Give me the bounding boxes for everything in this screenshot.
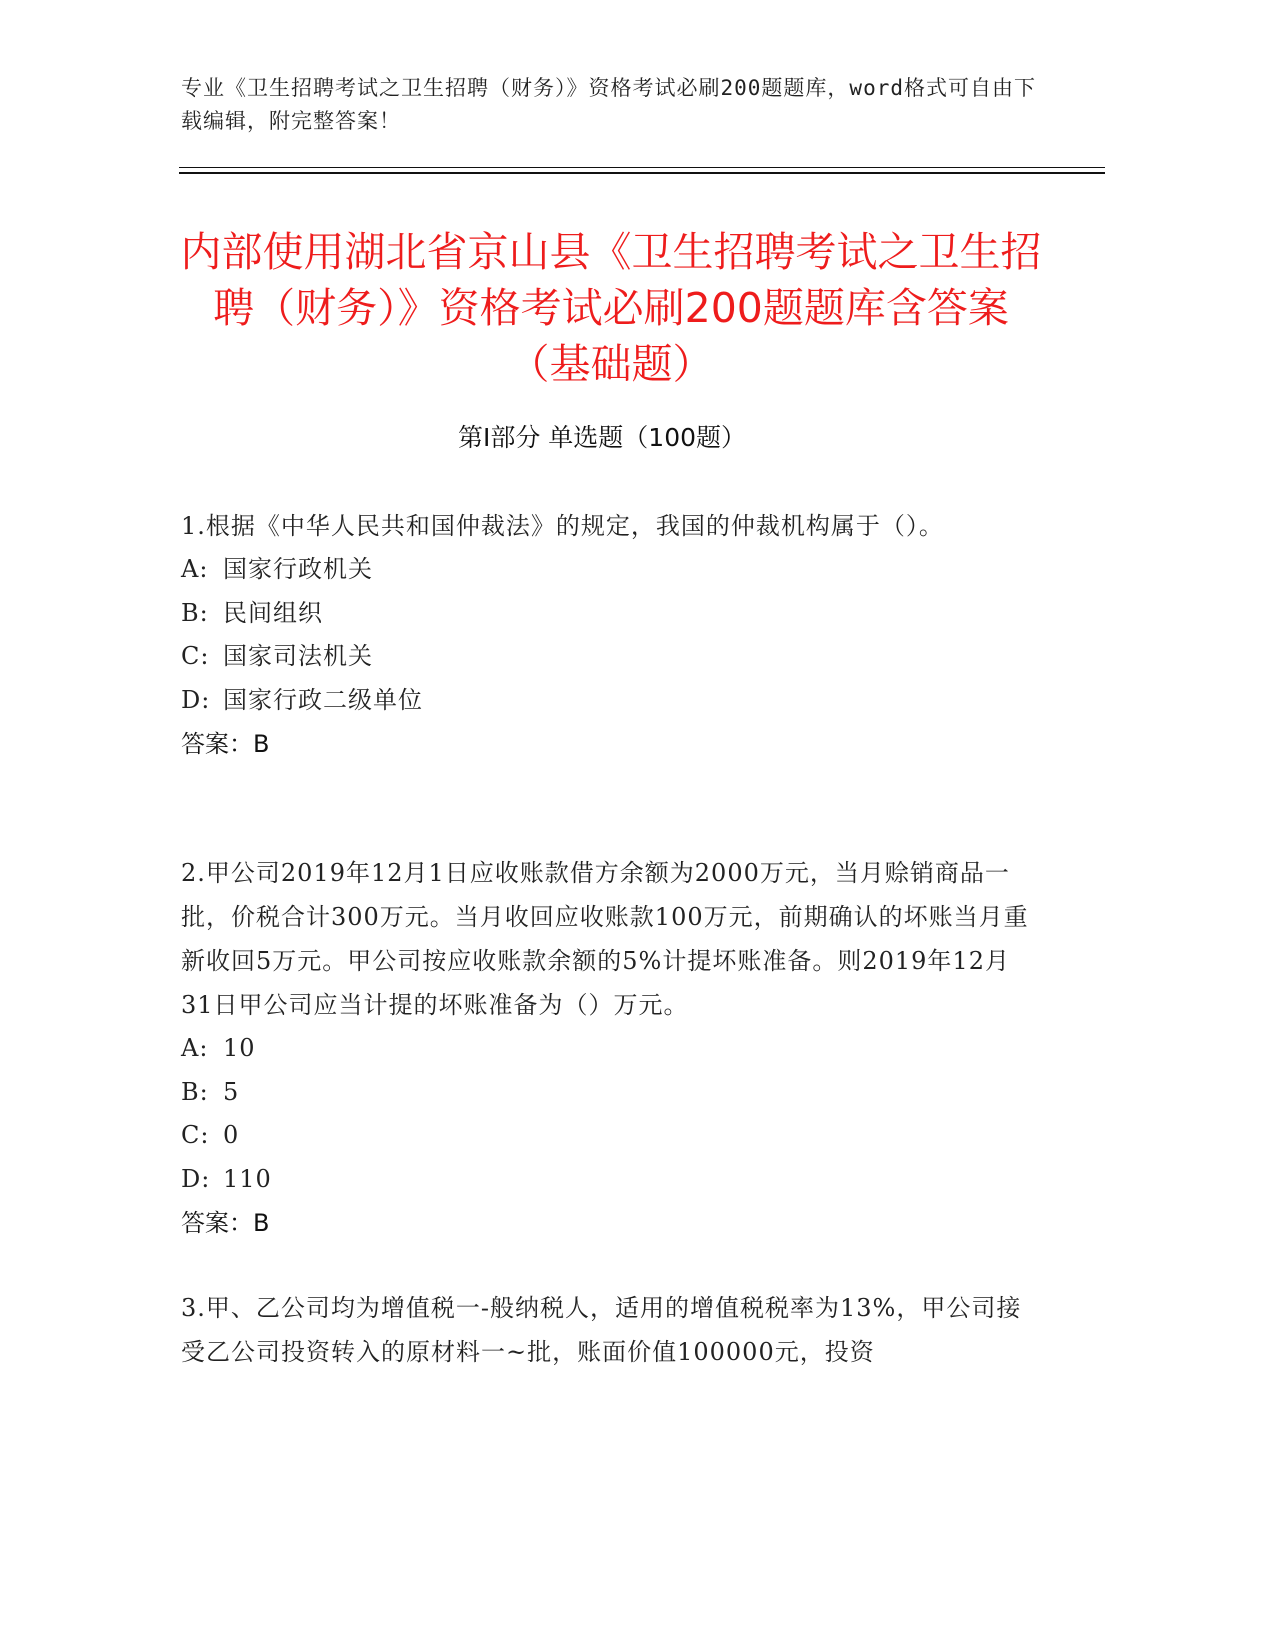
- option-d: [181, 679, 1041, 723]
- option-c: [181, 1114, 1041, 1158]
- option-key: A:: [181, 1034, 209, 1062]
- option-text: 民间组织: [223, 598, 323, 627]
- option-key: D:: [181, 685, 211, 714]
- question-text: 3.甲、乙公司均为增值税一-般纳税人，适用的增值税税率为13%，甲公司接受乙公司投资转入的原材料一~批，账面价值100000元，投资: [181, 1294, 1022, 1366]
- option-b: [181, 592, 1041, 636]
- option-key: B:: [181, 1077, 209, 1106]
- header-note: 专业《卫生招聘考试之卫生招聘（财务）》资格考试必刷200题题库，word格式可自由下载编辑，附完整答案！: [181, 76, 1036, 133]
- option-text: 0: [223, 1121, 240, 1149]
- option-text: 国家行政机关: [223, 555, 373, 583]
- question-text: 1.根据《中华人民共和国仲裁法》的规定，我国的仲裁机构属于（）。: [181, 512, 944, 540]
- header-divider-top: [179, 167, 1105, 168]
- question-2: [181, 851, 1041, 1245]
- option-key: D:: [181, 1164, 211, 1193]
- option-a: [181, 1027, 1041, 1071]
- question-3: [181, 1286, 1041, 1374]
- option-key: C:: [181, 642, 210, 670]
- question-1: [181, 504, 1041, 766]
- header-divider-bottom: [179, 172, 1105, 174]
- option-key: C:: [181, 1121, 210, 1149]
- document-title: 内部使用湖北省京山县《卫生招聘考试之卫生招聘（财务）》资格考试必刷200题题库含答案（基础题）: [180, 228, 1042, 388]
- option-b: [181, 1071, 1041, 1115]
- answer: 答案：B: [181, 1209, 270, 1237]
- option-c: [181, 635, 1041, 679]
- option-text: 5: [223, 1077, 240, 1106]
- option-text: 110: [223, 1164, 272, 1193]
- option-key: B:: [181, 598, 209, 627]
- option-d: [181, 1158, 1041, 1202]
- option-text: 10: [223, 1034, 256, 1062]
- option-text: 国家司法机关: [223, 642, 373, 670]
- option-text: 国家行政二级单位: [223, 685, 423, 714]
- answer: 答案：B: [181, 730, 270, 758]
- question-text: 2.甲公司2019年12月1日应收账款借方余额为2000万元，当月赊销商品一批，价税合计300万元。当月收回应收账款100万元，前期确认的坏账当月重新收回5万元。甲公司按应收账款余额的5%计提坏账准备。则2019年12月31日甲公司应当计提的坏账准备为（）万元。: [181, 859, 1029, 1019]
- option-key: A:: [181, 555, 209, 583]
- section-heading: 第Ⅰ部分 单选题（100题）: [457, 423, 747, 452]
- option-a: [181, 548, 1041, 592]
